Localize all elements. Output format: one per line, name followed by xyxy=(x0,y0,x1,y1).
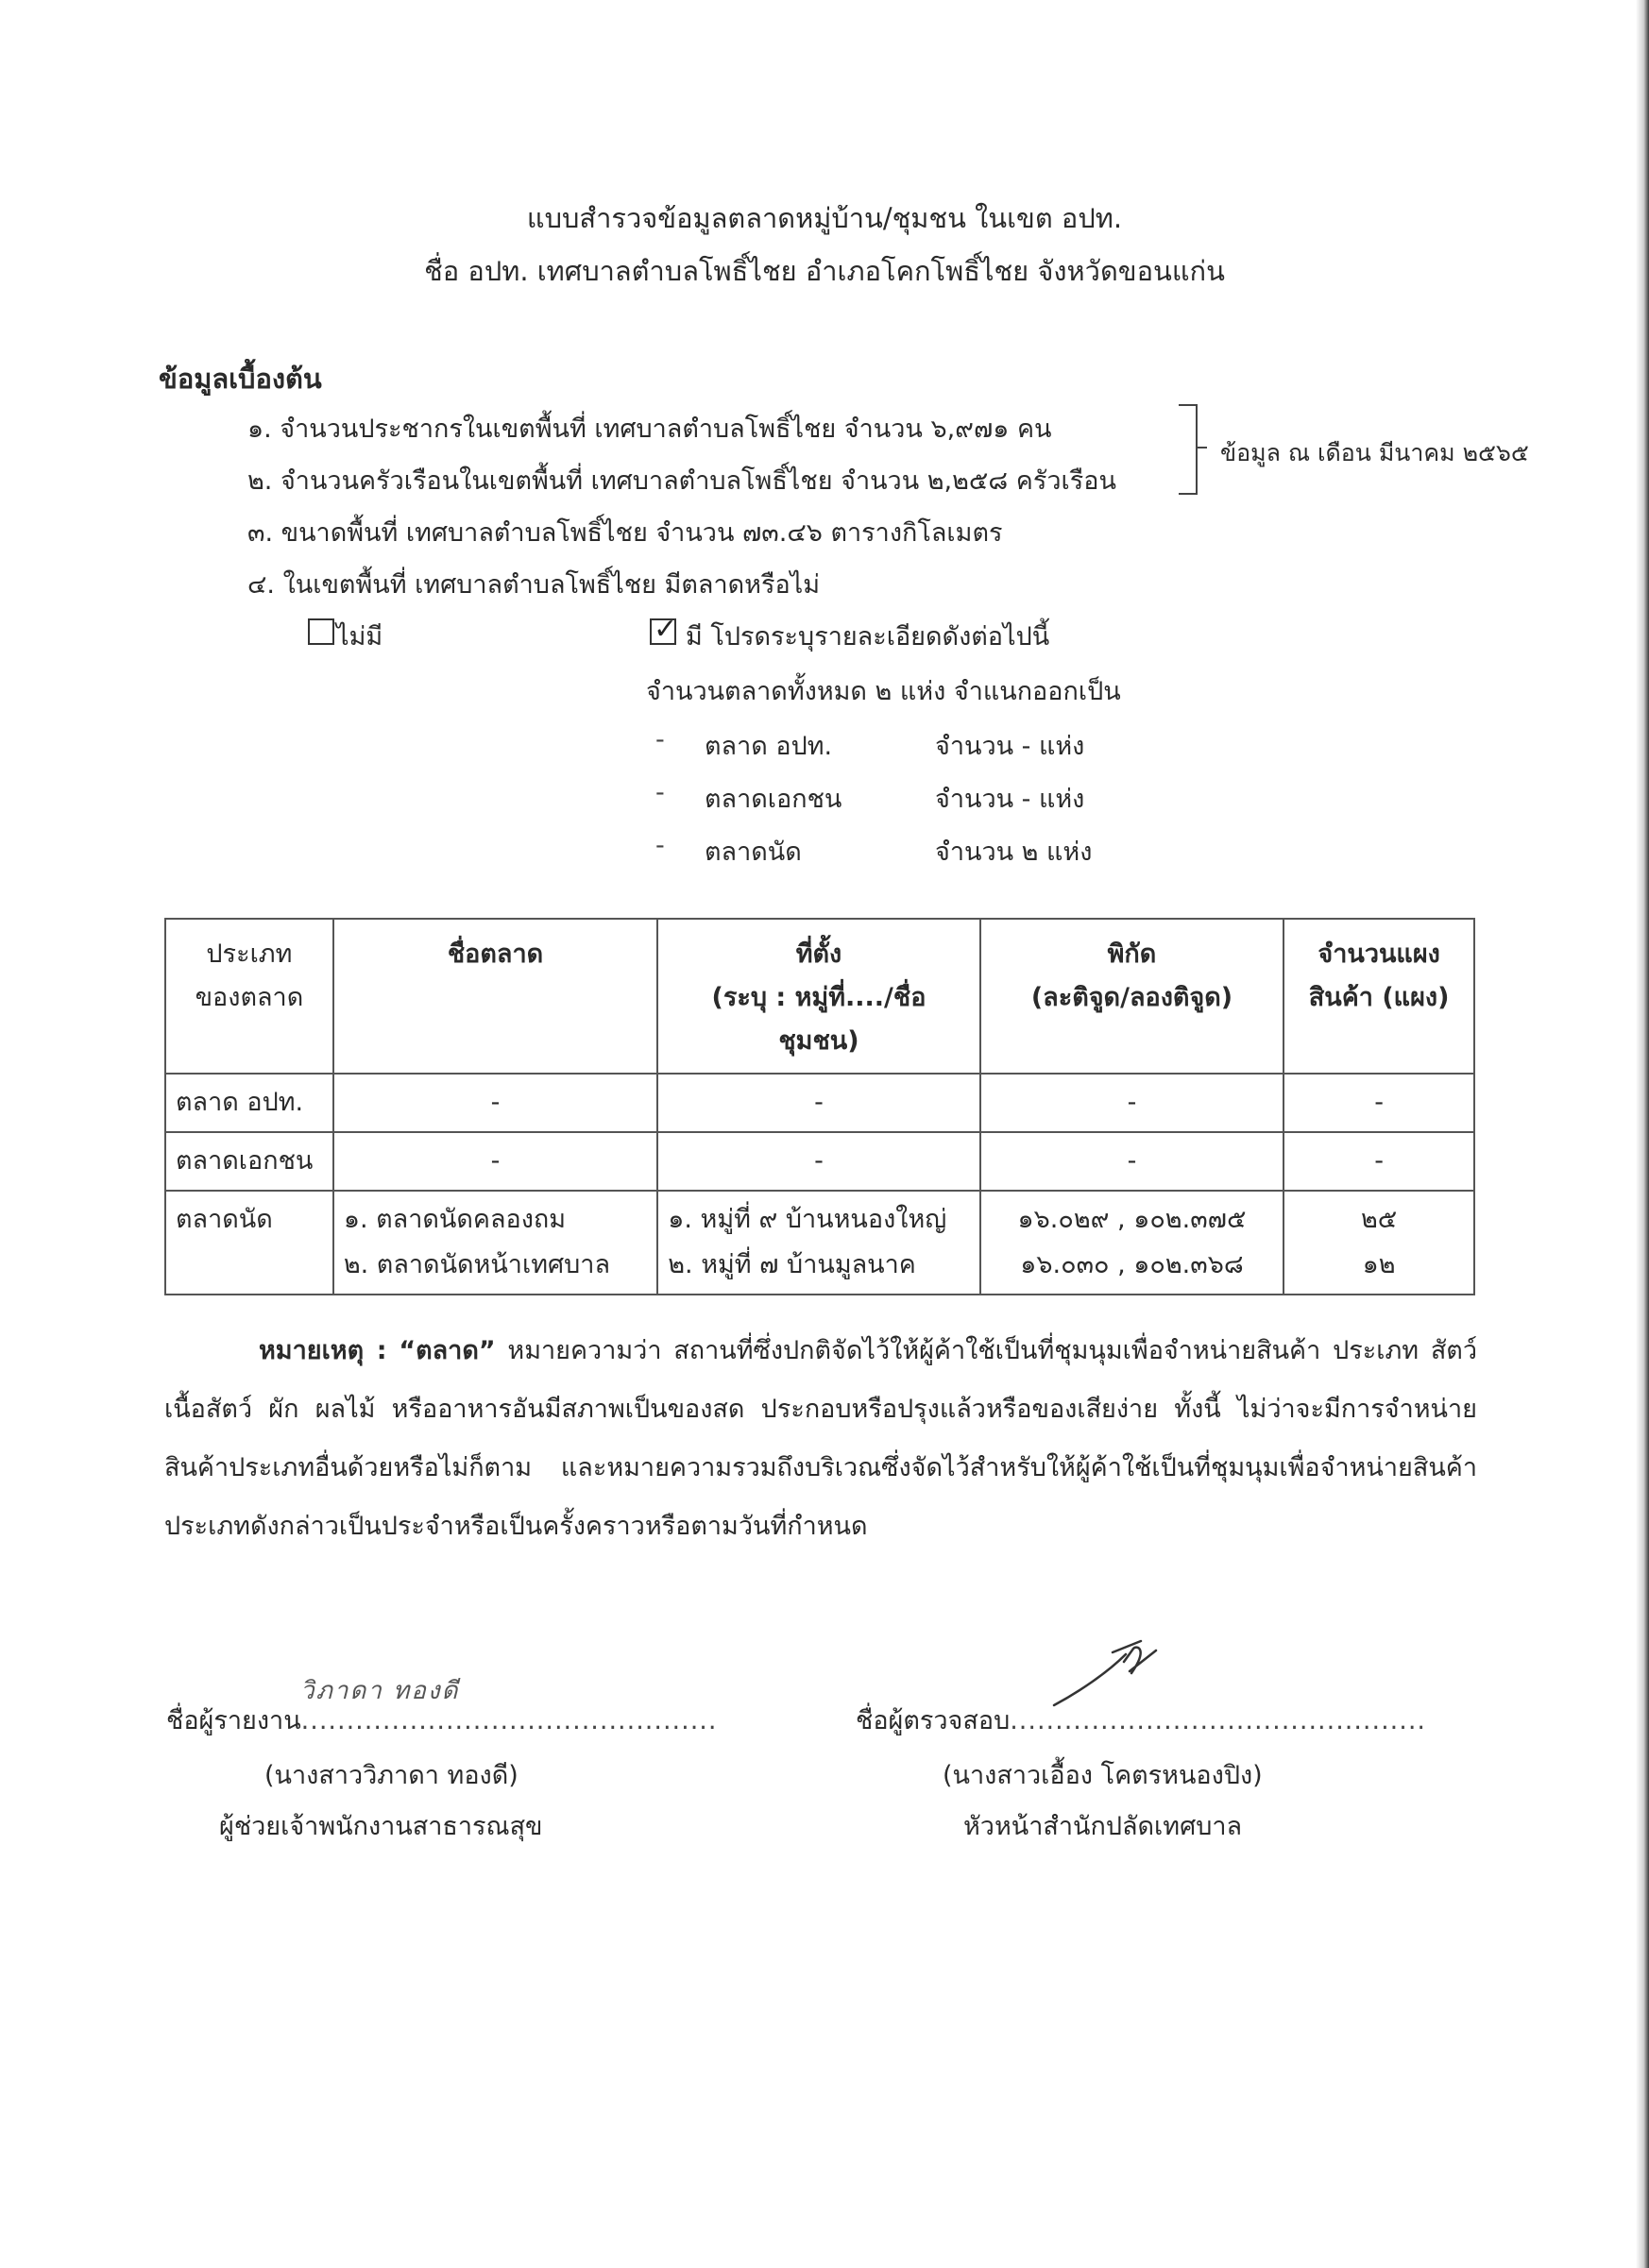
header-location xyxy=(657,919,979,1074)
data-date-note: ข้อมูล ณ เดือน มีนาคม ๒๕๖๕ xyxy=(1220,439,1529,466)
header-coords-line: พิกัด xyxy=(1107,939,1157,969)
header-type-line: ของตลาด xyxy=(195,983,304,1012)
signature-stroke xyxy=(1054,1641,1156,1705)
header-coords xyxy=(980,919,1284,1074)
info-item-area: ๓. ขนาดพื้นที่ เทศบาลตำบลโพธิ์ไชย จำนวน ๗๓.๔๖ ตารางกิโลเมตร xyxy=(247,518,1003,548)
reporter-name: (นางสาววิภาดา ทองดี) xyxy=(264,1761,518,1790)
yes-market-label: มี โปรดระบุรายละเอียดดังต่อไปนี้ xyxy=(686,622,1050,652)
table-row xyxy=(165,1191,1474,1295)
header-stalls xyxy=(1284,919,1474,1074)
header-location-line: (ระบุ : หมู่ที่..../ชื่อ xyxy=(711,983,926,1012)
cell-coords: - xyxy=(980,1074,1284,1132)
header-location-line: ชุมชน) xyxy=(778,1026,859,1056)
cell-location: - xyxy=(657,1132,979,1191)
info-item-population: ๑. จำนวนประชากรในเขตพื้นที่ เทศบาลตำบลโพธิ์ไชย จำนวน ๖,๙๗๑ คน xyxy=(247,415,1052,444)
yes-market-checkbox[interactable] xyxy=(650,613,678,646)
market-coords-line: ๑๖.๐๓๐ , ๑๐๒.๓๖๘ xyxy=(1020,1250,1244,1279)
market-location-line: ๑. หมู่ที่ ๙ บ้านหนองใหญ่ xyxy=(668,1205,947,1234)
check-icon: ✓ xyxy=(654,613,678,646)
header-location-line: ที่ตั้ง xyxy=(795,939,842,969)
market-stalls-line: ๒๕ xyxy=(1361,1205,1398,1234)
table-row xyxy=(165,1132,1474,1191)
header-coords-line: (ละติจูด/ลองติจูด) xyxy=(1030,983,1233,1012)
inspector-signature-scribble xyxy=(1050,1635,1164,1711)
breakdown-dash: - xyxy=(655,778,665,807)
section-heading-basic-info: ข้อมูลเบื้องต้น xyxy=(159,363,322,395)
reporter-dots: .............................................. xyxy=(300,1706,718,1735)
header-name xyxy=(333,919,657,1074)
info-item-households: ๒. จำนวนครัวเรือนในเขตพื้นที่ เทศบาลตำบลโพธิ์ไชย จำนวน ๒,๒๕๘ ครัวเรือน xyxy=(247,466,1116,496)
breakdown-name: ตลาด อปท. xyxy=(705,732,833,761)
cell-name: - xyxy=(333,1074,657,1132)
cell-type: ตลาดเอกชน xyxy=(165,1132,333,1191)
cell-location: - xyxy=(657,1074,979,1132)
cell-coords xyxy=(980,1191,1284,1295)
inspector-dots: .............................................. xyxy=(1010,1706,1427,1735)
header-type xyxy=(165,919,333,1074)
table-header-row xyxy=(165,919,1474,1074)
reporter-position: ผู้ช่วยเจ้าพนักงานสาธารณสุข xyxy=(219,1812,543,1841)
breakdown-dash: - xyxy=(655,725,665,754)
breakdown-dash: - xyxy=(655,831,665,860)
table-row xyxy=(165,1074,1474,1132)
header-name-line: ชื่อตลาด xyxy=(447,939,544,969)
cell-name: - xyxy=(333,1132,657,1191)
remark-paragraph xyxy=(164,1322,1477,1556)
cell-stalls: - xyxy=(1284,1132,1474,1191)
breakdown-count: จำนวน ๒ แห่ง xyxy=(935,838,1093,867)
market-coords-line: ๑๖.๐๒๙ , ๑๐๒.๓๗๕ xyxy=(1017,1205,1247,1234)
breakdown-count: จำนวน - แห่ง xyxy=(935,785,1085,814)
info-item-has-market: ๔. ในเขตพื้นที่ เทศบาลตำบลโพธิ์ไชย มีตลาดหรือไม่ xyxy=(247,570,821,600)
inspector-position: หัวหน้าสำนักปลัดเทศบาล xyxy=(963,1812,1243,1841)
cell-type: ตลาด อปท. xyxy=(165,1074,333,1132)
cell-type: ตลาดนัด xyxy=(165,1191,333,1295)
total-markets: จำนวนตลาดทั้งหมด ๒ แห่ง จำแนกออกเป็น xyxy=(646,677,1121,706)
header-stalls-line: สินค้า (แผง) xyxy=(1308,983,1450,1012)
no-market-checkbox[interactable] xyxy=(308,618,334,645)
scan-edge-shadow xyxy=(1636,0,1649,2268)
market-location-line: ๒. หมู่ที่ ๗ บ้านมูลนาค xyxy=(668,1250,916,1279)
header-type-line: ประเภท xyxy=(206,939,293,969)
inspector-label: ชื่อผู้ตรวจสอบ xyxy=(856,1706,1011,1735)
cell-stalls: - xyxy=(1284,1074,1474,1132)
document-subtitle: ชื่อ อปท. เทศบาลตำบลโพธิ์ไชย อำเภอโคกโพธิ์ไชย จังหวัดขอนแก่น xyxy=(424,255,1225,287)
remark-text: หมายความว่า สถานที่ซึ่งปกติจัดไว้ให้ผู้ค้าใช้เป็นที่ชุมนุมเพื่อจำหน่ายสินค้า ประเภท สัตว์ เนื้อสัตว์ ผัก ผลไม้ หรืออาหารอันมีสภาพเป็นของสด ประกอบหรือปรุงแล้วหรือของเสียง่าย ทั้งนี้ ไม่ว่าจะมีการจำหน่ายสินค้าประเภทอื่นด้วยหรือไม่ก็ตาม และหมายความรวมถึงบริเวณซึ่งจัดไว้สำหรับให้ผู้ค้าใช้เป็นที่ชุมนุมเพื่อจำหน่ายสินค้าประเภทดังกล่าวเป็นประจำหรือเป็นครั้งคราวหรือตามวันที่กำหนด xyxy=(164,1336,1477,1541)
no-market-label: ไม่มี xyxy=(336,622,383,652)
remark-term: “ตลาด” xyxy=(399,1336,496,1365)
market-name-line: ๒. ตลาดนัดหน้าเทศบาล xyxy=(343,1250,610,1279)
breakdown-name: ตลาดนัด xyxy=(705,838,802,867)
cell-stalls xyxy=(1284,1191,1474,1295)
remark-label: หมายเหตุ : xyxy=(259,1336,387,1365)
cell-location xyxy=(657,1191,979,1295)
cell-coords: - xyxy=(980,1132,1284,1191)
data-date-bracket-tick xyxy=(1196,447,1207,449)
market-stalls-line: ๑๒ xyxy=(1362,1250,1396,1279)
breakdown-name: ตลาดเอกชน xyxy=(705,785,842,814)
reporter-label: ชื่อผู้รายงาน xyxy=(166,1706,301,1735)
header-stalls-line: จำนวนแผง xyxy=(1318,939,1440,969)
market-name-line: ๑. ตลาดนัดคลองถม xyxy=(343,1205,567,1234)
reporter-handwritten-name: วิภาดา ทองดี xyxy=(300,1677,460,1705)
inspector-name: (นางสาวเอื้อง โคตรหนองปิง) xyxy=(943,1761,1263,1790)
markets-table xyxy=(164,918,1475,1295)
breakdown-count: จำนวน - แห่ง xyxy=(935,732,1085,761)
document-title: แบบสำรวจข้อมูลตลาดหมู่บ้าน/ชุมชน ในเขต อปท. xyxy=(526,202,1123,234)
cell-name xyxy=(333,1191,657,1295)
data-date-bracket xyxy=(1179,404,1198,495)
